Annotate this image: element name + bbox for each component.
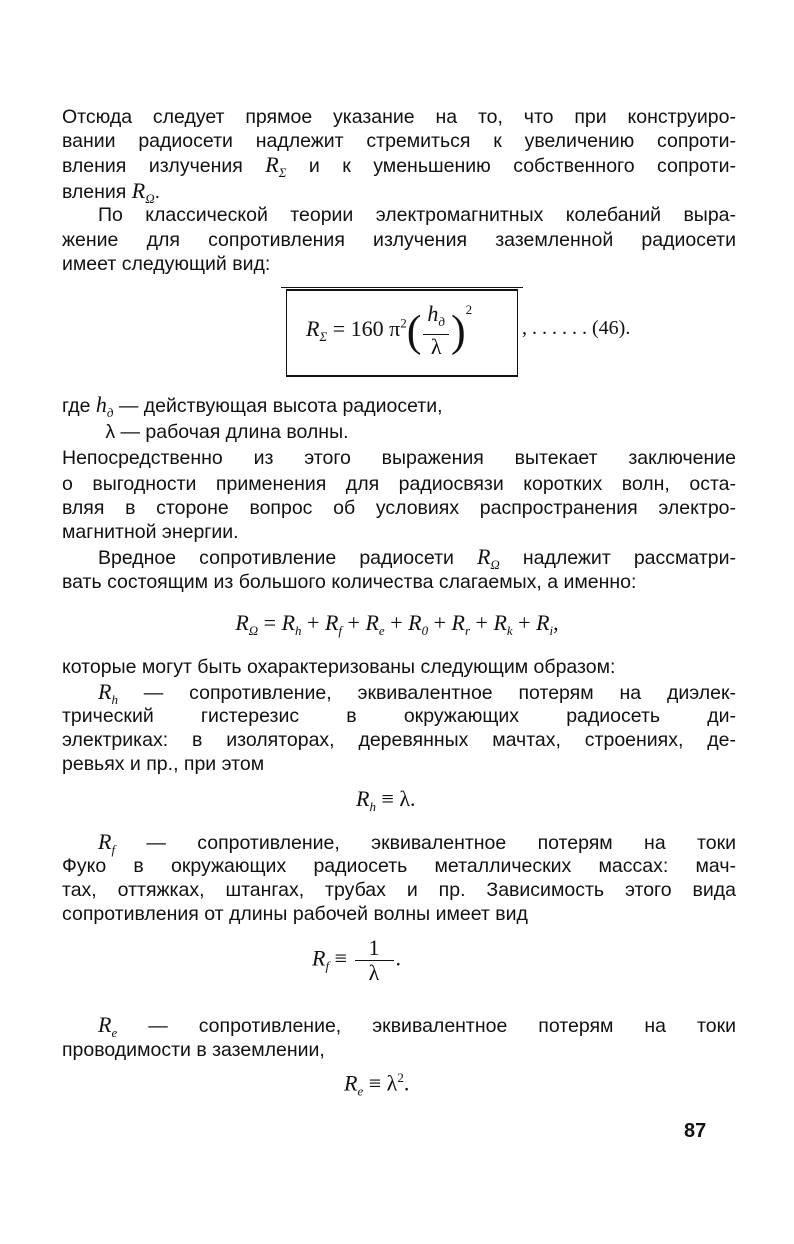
plus-sign: + (342, 610, 366, 635)
text-run: вления (62, 181, 132, 203)
text-run: сопротивления от длины рабочей волны имеет вид (62, 903, 528, 925)
text-line (62, 853, 736, 879)
text-line (62, 727, 736, 753)
re-sup: 2 (397, 1070, 404, 1085)
text-line (62, 471, 736, 497)
symbol-letter: R (324, 610, 339, 635)
text-run: электриках: в изоляторах, деревянных мачтах, строениях, де- (62, 729, 736, 751)
text-run: проводимости в заземлении, (62, 1039, 325, 1061)
text-run: — действующая высота радиосети, (113, 395, 443, 417)
text-line (62, 569, 736, 595)
symbol-subscript: Ω (248, 623, 259, 638)
text-run: Отсюда следует прямое указание на то, что при конструиро- (62, 106, 736, 128)
text-run: Вредное сопротивление радиосети (98, 547, 477, 569)
symbol-letter: R (365, 610, 379, 635)
text-run: где (62, 395, 96, 417)
symbol-subscript: Ω (490, 557, 500, 572)
inline-symbol (131, 178, 155, 206)
formula-46-lhs: R (306, 316, 320, 341)
text-run: — сопротивление, эквивалентное потерям на диэлек- (117, 682, 736, 704)
text-line (62, 495, 736, 521)
text-run: магнитной энергии. (62, 521, 239, 543)
formula-46-coef-sup: 2 (400, 315, 407, 331)
text-line (62, 751, 736, 777)
equals-sign: = (258, 610, 282, 635)
text-run: вления излучения (62, 155, 266, 177)
re-rhs: ≡ λ (363, 1070, 398, 1096)
symbol-subscript: f (111, 842, 116, 857)
text-line (98, 544, 736, 570)
symbol-letter: R (235, 610, 249, 635)
symbol-subscript: e (378, 623, 385, 638)
inline-symbol (536, 610, 554, 638)
rf-lhs-sub: f (325, 958, 330, 974)
text-line (62, 519, 736, 545)
rf-eq: ≡ (329, 945, 353, 971)
text-line (62, 703, 736, 729)
plus-sign: + (384, 610, 409, 635)
text-line (98, 202, 736, 228)
inline-symbol (493, 610, 513, 638)
formula-46-power: 2 (465, 302, 473, 317)
formula-46 (306, 302, 472, 359)
plus-sign: + (301, 610, 325, 635)
inline-symbol (235, 610, 259, 638)
rf-den: λ (368, 960, 380, 985)
formula-46-coef: = 160 π (332, 316, 401, 341)
plus-sign: + (470, 610, 494, 635)
text-run: имеет следующий вид: (62, 253, 271, 275)
symbol-subscript: Ω (145, 191, 155, 206)
page-number: 87 (684, 1120, 707, 1142)
inline-symbol (95, 392, 114, 420)
symbol-letter: R (536, 610, 550, 635)
fraction-num: h (427, 301, 439, 327)
symbol-letter: R (98, 679, 112, 704)
text-run: вать состоящим из большого количества слагаемых, а именно: (62, 571, 637, 593)
symbol-subscript: k (506, 623, 513, 638)
symbol-letter: R (98, 1012, 112, 1037)
text-run: вляя в стороне вопрос об условиях распространения электро- (62, 497, 736, 519)
inline-symbol (98, 679, 118, 707)
formula-46-fraction (423, 302, 449, 359)
rf-lhs: R (312, 945, 326, 971)
text-line (62, 104, 736, 130)
symbol-letter: R (131, 178, 146, 203)
formula-rf (312, 936, 401, 985)
text-run: Фуко в окружающих радиосеть металлических массах: мач- (62, 855, 736, 877)
fraction-num-sub: д (438, 314, 445, 330)
formula-re (344, 1070, 409, 1099)
text-run: надлежит рассматри- (499, 547, 736, 569)
symbol-letter: R (408, 610, 422, 635)
symbol-letter: R (265, 152, 279, 177)
text-line (98, 829, 736, 855)
symbol-subscript: f (338, 623, 343, 638)
text-run: — сопротивление, эквивалентное потерям на токи (117, 1015, 736, 1037)
text-run: о выгодности применения для радиосвязи коротких волн, оста- (62, 473, 736, 495)
text-run: — сопротивление, эквивалентное потерям на токи (115, 832, 736, 854)
symbol-letter: R (451, 610, 465, 635)
inline-symbol (98, 1012, 118, 1040)
text-run: тах, оттяжках, штангах, трубах и пр. Зависимость этого вида (62, 879, 736, 901)
rh-lhs: R (356, 786, 370, 811)
re-lhs: R (344, 1070, 358, 1096)
symbol-subscript: Σ (278, 165, 287, 180)
text-line (98, 679, 736, 705)
inline-symbol (476, 544, 500, 572)
text-line (62, 877, 736, 903)
formula-46-number: , . . . . . . (46). (522, 317, 631, 339)
symbol-subscript: h (111, 692, 118, 707)
symbol-subscript: 0 (421, 623, 429, 638)
formula-46-lhs-sub: Σ (319, 329, 328, 344)
right-paren: ) (450, 306, 466, 356)
text-run: вании радиосети надлежит стремиться к увеличению сопроти- (62, 130, 736, 152)
text-run: . (154, 181, 161, 203)
text-run: жение для сопротивления излучения заземленной радиосети (62, 229, 736, 251)
inline-symbol (408, 610, 429, 638)
text-line (62, 178, 736, 204)
text-run: которые могут быть охарактеризованы следующим образом: (62, 656, 616, 678)
text-line (62, 901, 736, 927)
inline-symbol (451, 610, 471, 638)
fraction-den: λ (430, 334, 442, 360)
text-run: По классической теории электромагнитных колебаний выра- (98, 204, 736, 226)
re-end: . (403, 1070, 410, 1096)
symbol-subscript: д (106, 405, 114, 420)
re-lhs-sub: e (357, 1083, 364, 1099)
text-line (62, 419, 736, 445)
text-line (62, 1037, 736, 1063)
symbol-letter: R (493, 610, 507, 635)
rf-end: . (395, 945, 401, 971)
symbol-subscript: r (464, 623, 471, 638)
text-line (62, 128, 736, 154)
text-line (62, 251, 736, 277)
inline-symbol (265, 152, 287, 180)
symbol-letter: R (476, 544, 491, 569)
plus-sign: + (428, 610, 452, 635)
left-paren: ( (406, 306, 422, 356)
text-line (62, 445, 736, 471)
text-line (62, 654, 736, 680)
inline-symbol (281, 610, 302, 638)
rh-rhs: ≡ λ. (375, 786, 416, 811)
text-run: трический гистерезис в окружающих радиосеть ди- (62, 705, 736, 727)
rf-num: 1 (355, 936, 394, 961)
inline-symbol (365, 610, 385, 638)
text-line (62, 392, 736, 418)
formula-rh (356, 786, 416, 815)
text-run: λ — рабочая длина волны. (62, 421, 349, 443)
rh-lhs-sub: h (369, 799, 376, 814)
text-run: ревьях и пр., при этом (62, 753, 265, 775)
formula-r-omega-sum (0, 610, 794, 639)
text-run: Непосредственно из этого выражения вытекает заключение (62, 447, 736, 469)
symbol-letter: R (281, 610, 296, 635)
symbol-subscript: e (111, 1025, 118, 1040)
inline-symbol (324, 610, 343, 638)
symbol-subscript: h (295, 623, 302, 638)
text-run: и к уменьшению собственного сопроти- (286, 155, 736, 177)
text-line (62, 227, 736, 253)
plus-sign: + (512, 610, 537, 635)
symbol-letter: h (95, 392, 107, 417)
rf-fraction (355, 936, 394, 985)
symbol-letter: R (98, 829, 112, 854)
text-line (62, 152, 736, 178)
comma: , (553, 610, 559, 635)
symbol-subscript: i (549, 623, 554, 638)
inline-symbol (98, 829, 116, 857)
text-line (98, 1012, 736, 1038)
